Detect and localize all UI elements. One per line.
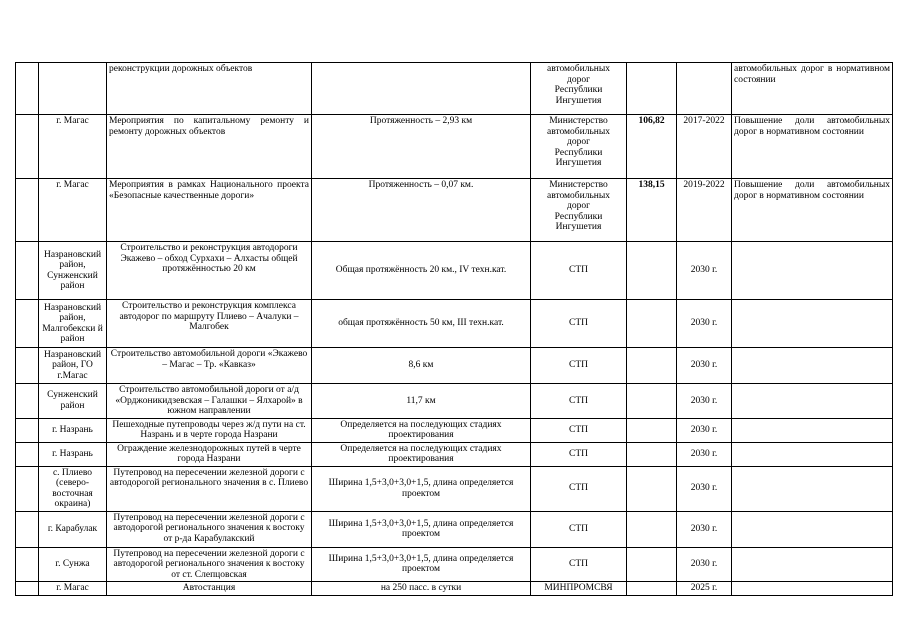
funding-cell <box>627 384 677 419</box>
table-row <box>16 466 893 511</box>
table-row <box>16 442 893 466</box>
result-cell <box>732 582 893 596</box>
result-cell <box>732 511 893 547</box>
specification-cell: Ширина 1,5+3,0+3,0+1,5, длина определяется проектом <box>312 466 531 511</box>
result-cell: Повышение доли автомобильных дорог в нормативном состоянии <box>732 115 893 179</box>
table-row <box>16 63 893 115</box>
responsible-cell: Министерство автомобильных дорог Республики Ингушетия <box>531 179 627 242</box>
period-cell: 2025 г. <box>677 582 732 596</box>
responsible-cell: СТП <box>531 547 627 582</box>
location-cell <box>39 63 107 115</box>
specification-cell: 8,6 км <box>312 348 531 384</box>
result-cell <box>732 466 893 511</box>
measure-cell: Строительство автомобильной дороги от а/д «Орджоникидзевская – Галашки – Ялхарой» в южном направлении <box>107 384 312 419</box>
location-cell: г. Магас <box>39 179 107 242</box>
responsible-cell: автомобильных дорог Республики Ингушетия <box>531 63 627 115</box>
result-cell <box>732 547 893 582</box>
specification-cell: 11,7 км <box>312 384 531 419</box>
location-cell: г. Магас <box>39 582 107 596</box>
table-row <box>16 547 893 582</box>
measure-cell: Мероприятия по капитальному ремонту и ремонту дорожных объектов <box>107 115 312 179</box>
row-index-cell <box>16 418 39 442</box>
period-cell: 2030 г. <box>677 511 732 547</box>
table-row <box>16 179 893 242</box>
row-index-cell <box>16 348 39 384</box>
result-cell <box>732 384 893 419</box>
measure-cell: Пешеходные путепроводы через ж/д пути на ст. Назрань и в черте города Назрани <box>107 418 312 442</box>
funding-cell: 138,15 <box>627 179 677 242</box>
measure-cell: Ограждение железнодорожных путей в черте города Назрани <box>107 442 312 466</box>
specification-cell: Определяется на последующих стадиях проектирования <box>312 418 531 442</box>
row-index-cell <box>16 179 39 242</box>
measure-cell: Автостанция <box>107 582 312 596</box>
specification-cell: Протяженность – 2,93 км <box>312 115 531 179</box>
row-index-cell <box>16 582 39 596</box>
funding-cell <box>627 418 677 442</box>
table-row <box>16 582 893 596</box>
specification-cell: Определяется на последующих стадиях проектирования <box>312 442 531 466</box>
measure-cell: Строительство и реконструкция автодороги Экажево – обход Сурхахи – Алхасты общей протяжённостью 20 км <box>107 242 312 300</box>
table-row <box>16 242 893 300</box>
location-cell: г. Сунжа <box>39 547 107 582</box>
specification-cell: Общая протяжённость 20 км., IV техн.кат. <box>312 242 531 300</box>
funding-cell <box>627 348 677 384</box>
location-cell: г. Карабулак <box>39 511 107 547</box>
responsible-cell: СТП <box>531 511 627 547</box>
table-row <box>16 300 893 348</box>
measure-cell: Путепровод на пересечении железной дороги с автодорогой регионального значения к востоку от р-да Карабулакский <box>107 511 312 547</box>
table-row <box>16 384 893 419</box>
result-cell <box>732 242 893 300</box>
location-cell: г. Назрань <box>39 442 107 466</box>
responsible-cell: СТП <box>531 418 627 442</box>
period-cell: 2030 г. <box>677 547 732 582</box>
table-row <box>16 418 893 442</box>
specification-cell: Ширина 1,5+3,0+3,0+1,5, длина определяется проектом <box>312 511 531 547</box>
result-cell: автомобильных дорог в нормативном состоянии <box>732 63 893 115</box>
specification-cell: на 250 пасс. в сутки <box>312 582 531 596</box>
location-cell: г. Магас <box>39 115 107 179</box>
funding-cell <box>627 442 677 466</box>
location-cell: Сунженский район <box>39 384 107 419</box>
period-cell: 2030 г. <box>677 300 732 348</box>
result-cell <box>732 418 893 442</box>
specification-cell: Протяженность – 0,07 км. <box>312 179 531 242</box>
measure-cell: Путепровод на пересечении железной дороги с автодорогой регионального значения в с. Плиево <box>107 466 312 511</box>
measure-cell: реконструкции дорожных объектов <box>107 63 312 115</box>
result-cell <box>732 300 893 348</box>
row-index-cell <box>16 547 39 582</box>
period-cell: 2030 г. <box>677 384 732 419</box>
responsible-cell: МИНПРОМСВЯ <box>531 582 627 596</box>
projects-table <box>15 62 893 596</box>
funding-cell <box>627 242 677 300</box>
period-cell: 2030 г. <box>677 242 732 300</box>
row-index-cell <box>16 242 39 300</box>
funding-cell <box>627 466 677 511</box>
row-index-cell <box>16 63 39 115</box>
location-cell: г. Назрань <box>39 418 107 442</box>
table-row <box>16 348 893 384</box>
result-cell: Повышение доли автомобильных дорог в нормативном состоянии <box>732 179 893 242</box>
responsible-cell: СТП <box>531 442 627 466</box>
table-row <box>16 511 893 547</box>
funding-cell <box>627 511 677 547</box>
measure-cell: Строительство и реконструкция комплекса автодорог по маршруту Плиево – Ачалуки – Малгобек <box>107 300 312 348</box>
row-index-cell <box>16 442 39 466</box>
responsible-cell: СТП <box>531 300 627 348</box>
responsible-cell: Министерство автомобильных дорог Республики Ингушетия <box>531 115 627 179</box>
period-cell: 2030 г. <box>677 348 732 384</box>
period-cell <box>677 63 732 115</box>
location-cell: Назрановский район, Сунженский район <box>39 242 107 300</box>
row-index-cell <box>16 115 39 179</box>
funding-cell <box>627 300 677 348</box>
location-cell: Назрановский район, ГО г.Магас <box>39 348 107 384</box>
responsible-cell: СТП <box>531 384 627 419</box>
row-index-cell <box>16 384 39 419</box>
funding-cell: 106,82 <box>627 115 677 179</box>
period-cell: 2030 г. <box>677 442 732 466</box>
location-cell: Назрановский район, Малгобекски й район <box>39 300 107 348</box>
specification-cell: общая протяжённость 50 км, III техн.кат. <box>312 300 531 348</box>
responsible-cell: СТП <box>531 242 627 300</box>
specification-cell <box>312 63 531 115</box>
period-cell: 2030 г. <box>677 418 732 442</box>
funding-cell <box>627 63 677 115</box>
row-index-cell <box>16 300 39 348</box>
measure-cell: Мероприятия в рамках Национального проекта «Безопасные качественные дороги» <box>107 179 312 242</box>
result-cell <box>732 442 893 466</box>
measure-cell: Путепровод на пересечении железной дороги с автодорогой регионального значения к востоку от ст. Слепцовская <box>107 547 312 582</box>
period-cell: 2019-2022 <box>677 179 732 242</box>
row-index-cell <box>16 511 39 547</box>
location-cell: с. Плиево (северо-восточная окраина) <box>39 466 107 511</box>
period-cell: 2030 г. <box>677 466 732 511</box>
funding-cell <box>627 582 677 596</box>
responsible-cell: СТП <box>531 348 627 384</box>
funding-cell <box>627 547 677 582</box>
measure-cell: Строительство автомобильной дороги «Экажево – Магас – Тр. «Кавказ» <box>107 348 312 384</box>
specification-cell: Ширина 1,5+3,0+3,0+1,5, длина определяется проектом <box>312 547 531 582</box>
period-cell: 2017-2022 <box>677 115 732 179</box>
result-cell <box>732 348 893 384</box>
table-row <box>16 115 893 179</box>
row-index-cell <box>16 466 39 511</box>
responsible-cell: СТП <box>531 466 627 511</box>
